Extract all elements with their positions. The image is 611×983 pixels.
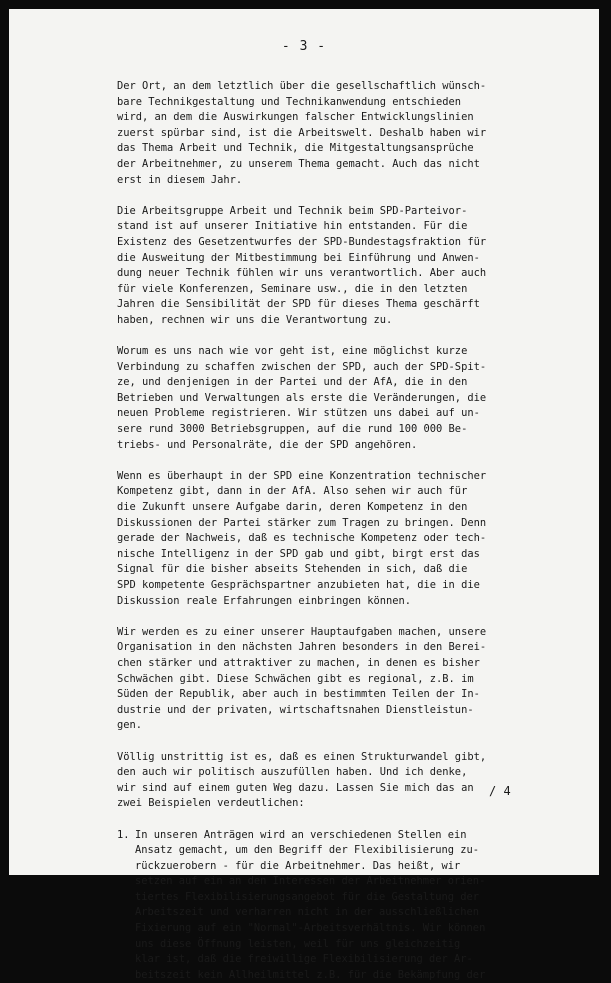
text-line: stand ist auf unserer Initiative hin entstanden. Für die bbox=[117, 219, 537, 235]
text-line: Süden der Republik, aber auch in bestimmten Teilen der In- bbox=[117, 687, 537, 703]
text-line: für viele Konferenzen, Seminare usw., die in den letzten bbox=[117, 282, 537, 298]
paragraph bbox=[117, 204, 537, 329]
text-line: Die Arbeitsgruppe Arbeit und Technik beim SPD-Parteivor- bbox=[117, 204, 537, 220]
text-line: wird, an dem die Auswirkungen falscher Entwicklungslinien bbox=[117, 110, 537, 126]
paragraph bbox=[117, 469, 537, 609]
text-line: der Arbeitnehmer, zu unserem Thema gemacht. Auch das nicht bbox=[117, 157, 537, 173]
text-line: Wenn es überhaupt in der SPD eine Konzentration technischer bbox=[117, 469, 537, 485]
text-line: Fixierung auf ein "Normal"-Arbeitsverhältnis. Wir können bbox=[135, 921, 537, 937]
page-number: - 3 - bbox=[9, 39, 599, 54]
paragraph bbox=[117, 750, 537, 812]
text-line: Organisation in den nächsten Jahren besonders in den Berei- bbox=[117, 640, 537, 656]
text-line: sere rund 3000 Betriebsgruppen, auf die rund 100 000 Be- bbox=[117, 422, 537, 438]
text-line: dung neuer Technik fühlen wir uns verantwortlich. Aber auch bbox=[117, 266, 537, 282]
text-line: Wir werden es zu einer unserer Hauptaufgaben machen, unsere bbox=[117, 625, 537, 641]
text-line: nische Intelligenz in der SPD gab und gibt, birgt erst das bbox=[117, 547, 537, 563]
text-line: Betrieben und Verwaltungen als erste die Veränderungen, die bbox=[117, 391, 537, 407]
text-line: das Thema Arbeit und Technik, die Mitgestaltungsansprüche bbox=[117, 141, 537, 157]
text-line: Diskussion reale Erfahrungen einbringen können. bbox=[117, 594, 537, 610]
text-line: ze, und denjenigen in der Partei und der AfA, die in den bbox=[117, 375, 537, 391]
text-line: Existenz des Gesetzentwurfes der SPD-Bundestagsfraktion für bbox=[117, 235, 537, 251]
paragraph bbox=[117, 344, 537, 453]
text-line: erst in diesem Jahr. bbox=[117, 173, 537, 189]
text-line: bare Technikgestaltung und Technikanwendung entschieden bbox=[117, 95, 537, 111]
text-line: den auch wir politisch auszufüllen haben. Und ich denke, bbox=[117, 765, 537, 781]
text-line: rückzuerobern - für die Arbeitnehmer. Das heißt, wir bbox=[135, 859, 537, 875]
text-line: Verbindung zu schaffen zwischen der SPD, auch der SPD-Spit- bbox=[117, 360, 537, 376]
text-line: die Ausweitung der Mitbestimmung bei Einführung und Anwen- bbox=[117, 251, 537, 267]
text-line: Der Ort, an dem letztlich über die gesellschaftlich wünsch- bbox=[117, 79, 537, 95]
text-line: gen. bbox=[117, 718, 537, 734]
text-line: Schwächen gibt. Diese Schwächen gibt es regional, z.B. im bbox=[117, 672, 537, 688]
text-line: dustrie und der privaten, wirtschaftsnahen Dienstleistun- bbox=[117, 703, 537, 719]
list-marker: 1. bbox=[117, 828, 130, 844]
text-line: Völlig unstrittig ist es, daß es einen Strukturwandel gibt, bbox=[117, 750, 537, 766]
text-line: die Zukunft unsere Aufgabe darin, deren Kompetenz in den bbox=[117, 500, 537, 516]
text-line: Signal für die bisher abseits Stehenden in sich, daß die bbox=[117, 562, 537, 578]
text-line: Diskussionen der Partei stärker zum Tragen zu bringen. Denn bbox=[117, 516, 537, 532]
text-line: Worum es uns nach wie vor geht ist, eine möglichst kurze bbox=[117, 344, 537, 360]
continued-marker: / 4 bbox=[489, 784, 511, 798]
text-line: wir sind auf einem guten Weg dazu. Lassen Sie mich das an bbox=[117, 781, 537, 797]
text-line: Kompetenz gibt, dann in der AfA. Also sehen wir auch für bbox=[117, 484, 537, 500]
text-line: In unseren Anträgen wird an verschiedenen Stellen ein bbox=[135, 828, 537, 844]
text-line: neuen Probleme registrieren. Wir stützen uns dabei auf un- bbox=[117, 406, 537, 422]
text-line: klar ist, daß die freiwillige Flexibilisierung der Ar- bbox=[135, 952, 537, 968]
paragraph bbox=[117, 79, 537, 188]
text-line: SPD kompetente Gesprächspartner anzubieten hat, die in die bbox=[117, 578, 537, 594]
text-line: zwei Beispielen verdeutlichen: bbox=[117, 796, 537, 812]
text-line: Arbeitszeit und verharren nicht in der ausschließlichen bbox=[135, 905, 537, 921]
text-line: zuerst spürbar sind, ist die Arbeitswelt. Deshalb haben wir bbox=[117, 126, 537, 142]
text-line: haben, rechnen wir uns die Verantwortung zu. bbox=[117, 313, 537, 329]
text-line: setzen auf ein an den Interessen der Arbeitnehmer orien- bbox=[135, 874, 537, 890]
paragraph bbox=[117, 625, 537, 734]
text-line: beitszeit kein Allheilmittel z.B. für die Bekämpfung der bbox=[135, 968, 537, 983]
text-line: gerade der Nachweis, daß es technische Kompetenz oder tech- bbox=[117, 531, 537, 547]
text-line: Ansatz gemacht, um den Begriff der Flexibilisierung zu- bbox=[135, 843, 537, 859]
body-text bbox=[117, 79, 537, 983]
text-line: uns diese Öffnung leisten, weil für uns gleichzeitig bbox=[135, 937, 537, 953]
text-line: triebs- und Personalräte, die der SPD angehören. bbox=[117, 438, 537, 454]
document-page bbox=[9, 9, 599, 875]
text-line: chen stärker und attraktiver zu machen, in denen es bisher bbox=[117, 656, 537, 672]
text-line: Jahren die Sensibilität der SPD für dieses Thema geschärft bbox=[117, 297, 537, 313]
text-line: tiertes Flexibilisierungsangebot für die Gestaltung der bbox=[135, 890, 537, 906]
list-item bbox=[117, 828, 537, 983]
